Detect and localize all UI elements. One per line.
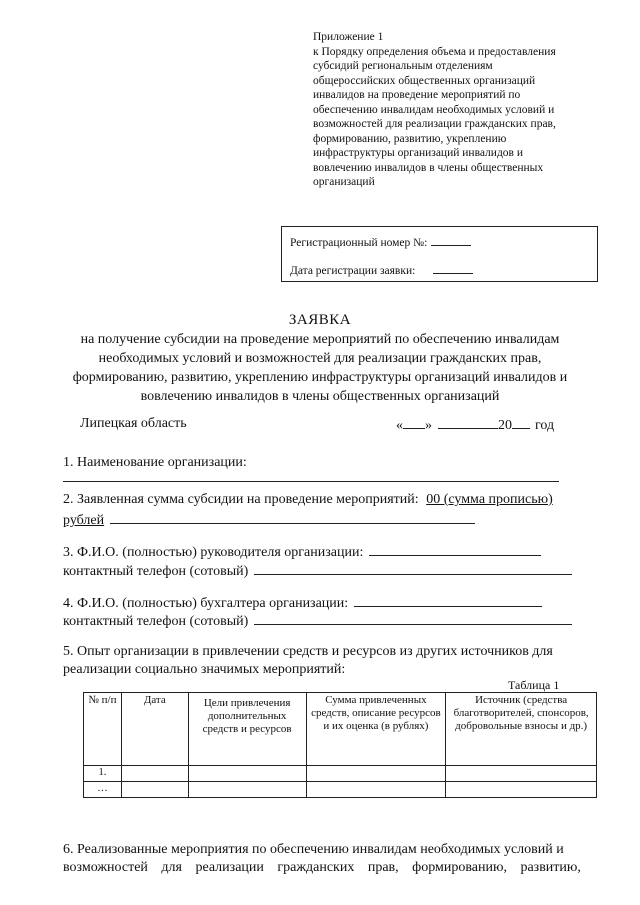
registration-number-field[interactable] bbox=[431, 233, 471, 246]
table-header-cell: Источник (средства благотворителей, спонсоров, добровольные взносы и др.) bbox=[446, 693, 597, 766]
appendix-line: к Порядку определения объема и предоставления bbox=[313, 45, 556, 58]
date-year-suffix: год bbox=[535, 418, 555, 433]
organization-name-field[interactable] bbox=[63, 481, 559, 482]
registration-date-label: Дата регистрации заявки: bbox=[290, 265, 416, 277]
table-cell[interactable] bbox=[188, 782, 306, 798]
appendix-line: обеспечению инвалидам необходимых условий и bbox=[313, 103, 555, 116]
director-phone-field[interactable] bbox=[254, 562, 572, 575]
table-header-cell: Цели привлечения дополнительных средств и ресурсов bbox=[188, 693, 306, 766]
section-5-line-1: 5. Опыт организации в привлечении средств и ресурсов из других источников для bbox=[63, 644, 553, 659]
appendix-line: формированию, развитию, укреплению bbox=[313, 132, 507, 145]
registration-number-row bbox=[290, 233, 589, 255]
table-header-cell: Дата bbox=[121, 693, 188, 766]
registration-box bbox=[281, 226, 598, 282]
currency-label: рублей bbox=[63, 513, 105, 528]
table-cell[interactable] bbox=[121, 766, 188, 782]
appendix-block bbox=[313, 30, 613, 190]
director-phone-label: контактный телефон (сотовый) bbox=[63, 564, 249, 579]
amount-in-words-field[interactable] bbox=[110, 511, 475, 524]
date-open-quote: « bbox=[396, 418, 403, 433]
table-header-row bbox=[84, 693, 597, 766]
table-cell: … bbox=[84, 782, 122, 798]
date-close-quote: » bbox=[425, 418, 432, 433]
section-4-label: 4. Ф.И.О. (полностью) бухгалтера организации: bbox=[63, 596, 349, 611]
region: Липецкая область bbox=[80, 416, 187, 431]
document-subtitle bbox=[40, 330, 600, 406]
date-line bbox=[396, 416, 554, 434]
registration-date-field[interactable] bbox=[433, 261, 473, 274]
table-1-caption: Таблица 1 bbox=[508, 678, 560, 692]
section-3-label: 3. Ф.И.О. (полностью) руководителя организации: bbox=[63, 545, 364, 560]
appendix-line: субсидий региональным отделениям bbox=[313, 60, 493, 72]
appendix-line: инфраструктуры организаций инвалидов и bbox=[313, 147, 524, 159]
section-4-line bbox=[63, 594, 542, 612]
section-2-line bbox=[63, 492, 553, 508]
registration-number-label: Регистрационный номер №: bbox=[290, 237, 428, 249]
subsidy-amount-value[interactable]: 00 (сумма прописью) bbox=[426, 492, 553, 507]
experience-table bbox=[83, 692, 597, 798]
section-2-label: 2. Заявленная сумма субсидии на проведение мероприятий: bbox=[63, 492, 419, 507]
table-cell[interactable] bbox=[306, 766, 446, 782]
appendix-line: организаций bbox=[313, 176, 375, 188]
subtitle-line: необходимых условий и возможностей для реализации гражданских прав, bbox=[98, 351, 542, 366]
appendix-line: возможностей для реализации гражданских прав, bbox=[313, 118, 556, 130]
table-row bbox=[84, 766, 597, 782]
subtitle-line: вовлечению инвалидов в члены общественных организаций bbox=[140, 389, 500, 404]
section-3-line bbox=[63, 543, 541, 561]
table-cell[interactable] bbox=[121, 782, 188, 798]
appendix-line: вовлечению инвалидов в члены общественных bbox=[313, 161, 544, 174]
section-6-line-1: 6. Реализованные мероприятия по обеспечению инвалидам необходимых условий и bbox=[63, 842, 564, 857]
accountant-phone-label: контактный телефон (сотовый) bbox=[63, 614, 249, 629]
appendix-title: Приложение 1 bbox=[313, 31, 384, 43]
table-header-cell: Сумма привлеченных средств, описание ресурсов и их оценка (в рублях) bbox=[306, 693, 446, 766]
date-day-field[interactable] bbox=[403, 416, 425, 429]
accountant-name-field[interactable] bbox=[354, 594, 542, 607]
section-6-line-2: возможностей для реализации гражданских прав, формированию, развитию, bbox=[63, 860, 581, 875]
table-cell[interactable] bbox=[446, 782, 597, 798]
section-5-line-2: реализации социально значимых мероприятий: bbox=[63, 662, 346, 677]
registration-date-row bbox=[290, 261, 589, 283]
table-row bbox=[84, 782, 597, 798]
section-1-label: 1. Наименование организации: bbox=[63, 455, 247, 470]
table-cell: 1. bbox=[84, 766, 122, 782]
document-heading: ЗАЯВКА bbox=[288, 312, 352, 328]
table-header-cell: № п/п bbox=[84, 693, 122, 766]
date-year-prefix: 20 bbox=[498, 418, 512, 433]
table-cell[interactable] bbox=[446, 766, 597, 782]
subtitle-line: формированию, развитию, укреплению инфраструктуры организаций инвалидов и bbox=[72, 370, 568, 385]
director-name-field[interactable] bbox=[369, 543, 541, 556]
accountant-phone-field[interactable] bbox=[254, 612, 572, 625]
table-cell[interactable] bbox=[306, 782, 446, 798]
section-2-currency-line bbox=[63, 511, 475, 529]
appendix-line: инвалидов на проведение мероприятий по bbox=[313, 89, 521, 101]
section-4-phone-line bbox=[63, 612, 572, 630]
table-cell[interactable] bbox=[188, 766, 306, 782]
appendix-line: общероссийских общественных организаций bbox=[313, 74, 536, 87]
date-year-field[interactable] bbox=[512, 416, 530, 429]
section-3-phone-line bbox=[63, 562, 572, 580]
date-month-field[interactable] bbox=[438, 416, 498, 429]
subtitle-line: на получение субсидии на проведение мероприятий по обеспечению инвалидам bbox=[80, 332, 560, 347]
